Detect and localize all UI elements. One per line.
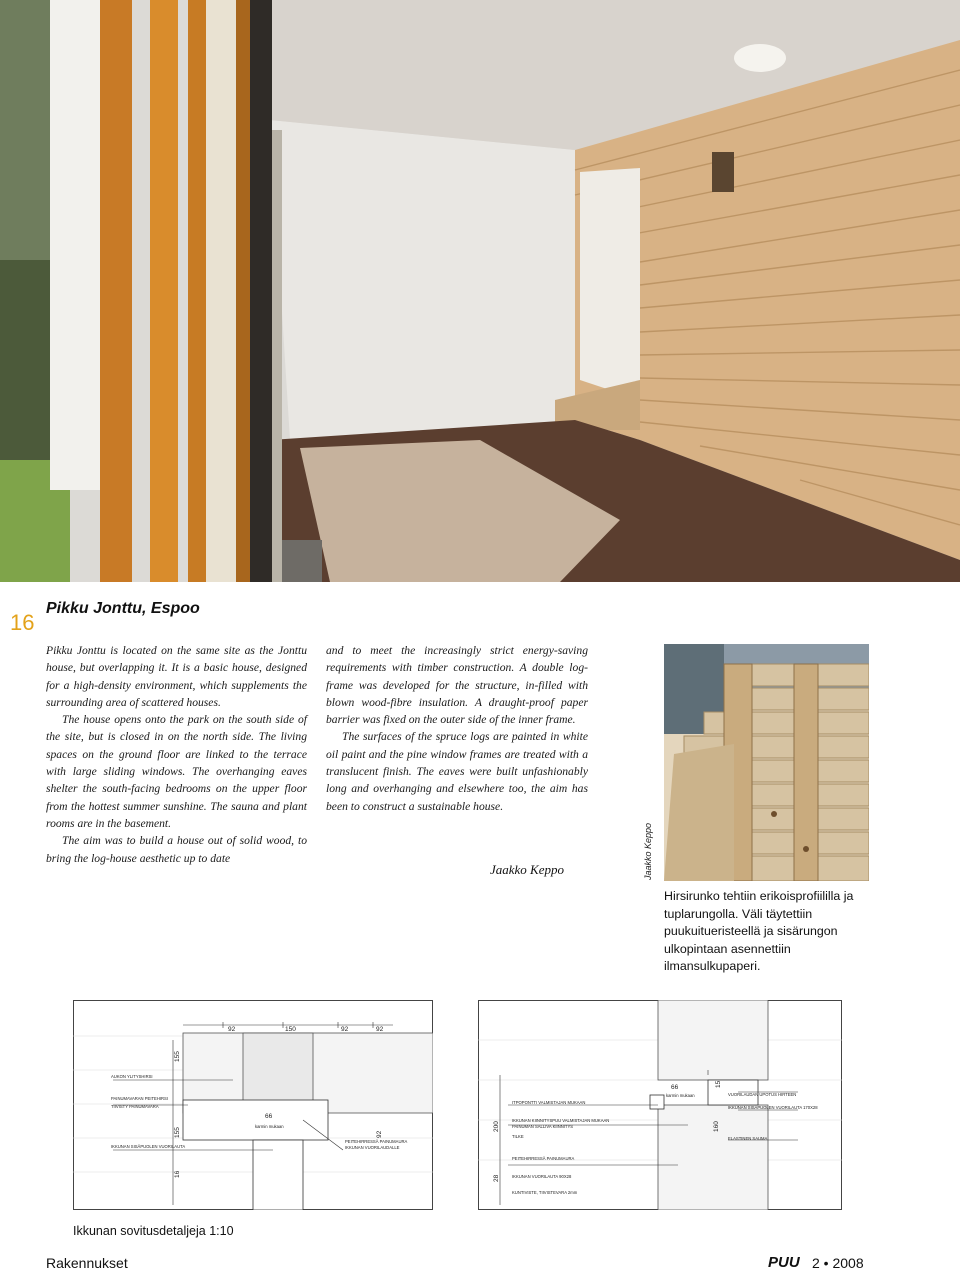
dim-label: 150 — [285, 1026, 296, 1033]
window-detail-drawing-left — [73, 1000, 433, 1210]
log-frame-photo — [664, 644, 869, 881]
drawing-label: IKKUNAN SISÄPUOLEN VUORILAUTA — [111, 1144, 186, 1149]
paragraph: The surfaces of the spruce logs are painted in white oil paint and the pine window frames are treated with a translucent finish. The eaves were built unfashionably long and overhanging and elsewhere too, the aim has been to construct a sustainable house. — [326, 730, 588, 813]
footer-magazine: PUU — [768, 1254, 800, 1271]
dim-label: 155 — [174, 1127, 181, 1138]
drawing-label: karmin mukaan — [666, 1093, 695, 1098]
dim-label: 92 — [228, 1026, 236, 1033]
dim-label: 155 — [174, 1051, 181, 1062]
dim-label: 92 — [341, 1026, 349, 1033]
dim-label: 28 — [493, 1174, 500, 1182]
paragraph: and to meet the increasingly strict energy-saving requirements with timber construction. A double log-frame was developed for the structure, in-filled with blown wood-fibre insulation. A draught-proof paper barrier was fixed on the outer side of the inner frame. — [326, 644, 588, 727]
drawing-label: AUKON YLITYSHIRSI — [111, 1074, 153, 1079]
drawing-label: IKKUNAN VUORILAUTA 90X28 — [512, 1174, 572, 1179]
dim-label: 66 — [265, 1113, 273, 1120]
dim-label: 66 — [671, 1084, 679, 1091]
interior-photo — [0, 0, 960, 582]
dim-label: 200 — [493, 1121, 500, 1132]
paragraph: The house opens onto the park on the south side of the site, but is closed in on the north side. The living spaces on the ground floor are linked to the terrace with large sliding windows. The overhanging eaves shelter the south-facing bedrooms on the upper floor from the hottest summer sunshine. The sauna and plant rooms are in the basement. — [46, 713, 307, 830]
dim-label: 92 — [376, 1026, 384, 1033]
drawing-label: PAINUMAN SALLIVA KIINNITYS — [512, 1124, 574, 1129]
drawing-label: PEITEHIRRESSÄ PAINUMAURA — [512, 1156, 575, 1161]
dim-label: 160 — [713, 1121, 720, 1132]
drawing-label: TILKE — [512, 1134, 524, 1139]
photo-caption: Hirsirunko tehtiin erikoisprofiililla ja tuplarungolla. Väli täytettiin puukuitueristeellä ja sisärungon ulkopintaan asennettiin ilmansulkupaperi. — [664, 889, 854, 973]
dim-label: 92 — [376, 1130, 383, 1138]
drawings-caption: Ikkunan sovitusdetaljeja 1:10 — [73, 1224, 234, 1238]
article-author: Jaakko Keppo — [490, 862, 565, 877]
drawing-label: TIIVISTY PAINUMAVARA — [111, 1104, 159, 1109]
article-title: Pikku Jonttu, Espoo — [46, 600, 200, 617]
drawing-label: IKKUNAN VUORILAUDALLE — [345, 1145, 400, 1150]
drawing-label: ELASTINEN SAUMA — [728, 1136, 768, 1141]
drawing-label: PAINUMAVARAN PEITEHIRSI — [111, 1096, 169, 1101]
drawing-label: ITPOPONTTI VALMISTAJAN MUKAAN — [512, 1100, 586, 1105]
paragraph: Pikku Jonttu is located on the same site as the Jonttu house, but overlapping it. It is a basic house, designed for a high-density environment, which supplements the surrounding area of scattered houses. — [46, 644, 307, 709]
drawing-label: IKKUNAN SISÄPUOLEN VUORILAUTA 170X28 — [728, 1105, 818, 1110]
dim-label: 16 — [174, 1170, 181, 1178]
drawing-label: KUNTIVISTE, TIIVISTEVARA 2mm — [512, 1190, 578, 1195]
photo-credit: Jaakko Keppo — [643, 822, 653, 880]
dim-label: 15 — [715, 1080, 722, 1088]
window-detail-drawing-right — [478, 1000, 842, 1210]
drawing-label: IKKUNAN KIINNITYSPUU VALMISTAJAN MUKAAN — [512, 1118, 610, 1123]
footer-issue: 2 • 2008 — [812, 1255, 864, 1271]
drawing-label: VUORILAUDAN UPOTUS HIRTEEN — [728, 1092, 797, 1097]
drawing-label: karmin mukaan — [255, 1124, 284, 1129]
paragraph: The aim was to build a house out of solid wood, to bring the log-house aesthetic up to date — [46, 834, 307, 865]
article-column-1 — [46, 642, 307, 867]
footer-section: Rakennukset — [46, 1255, 128, 1271]
drawing-label: PEITEHIRRESSÄ PAINUMAURA — [345, 1139, 408, 1144]
article-column-2 — [326, 642, 588, 815]
page-number: 16 — [10, 610, 35, 635]
